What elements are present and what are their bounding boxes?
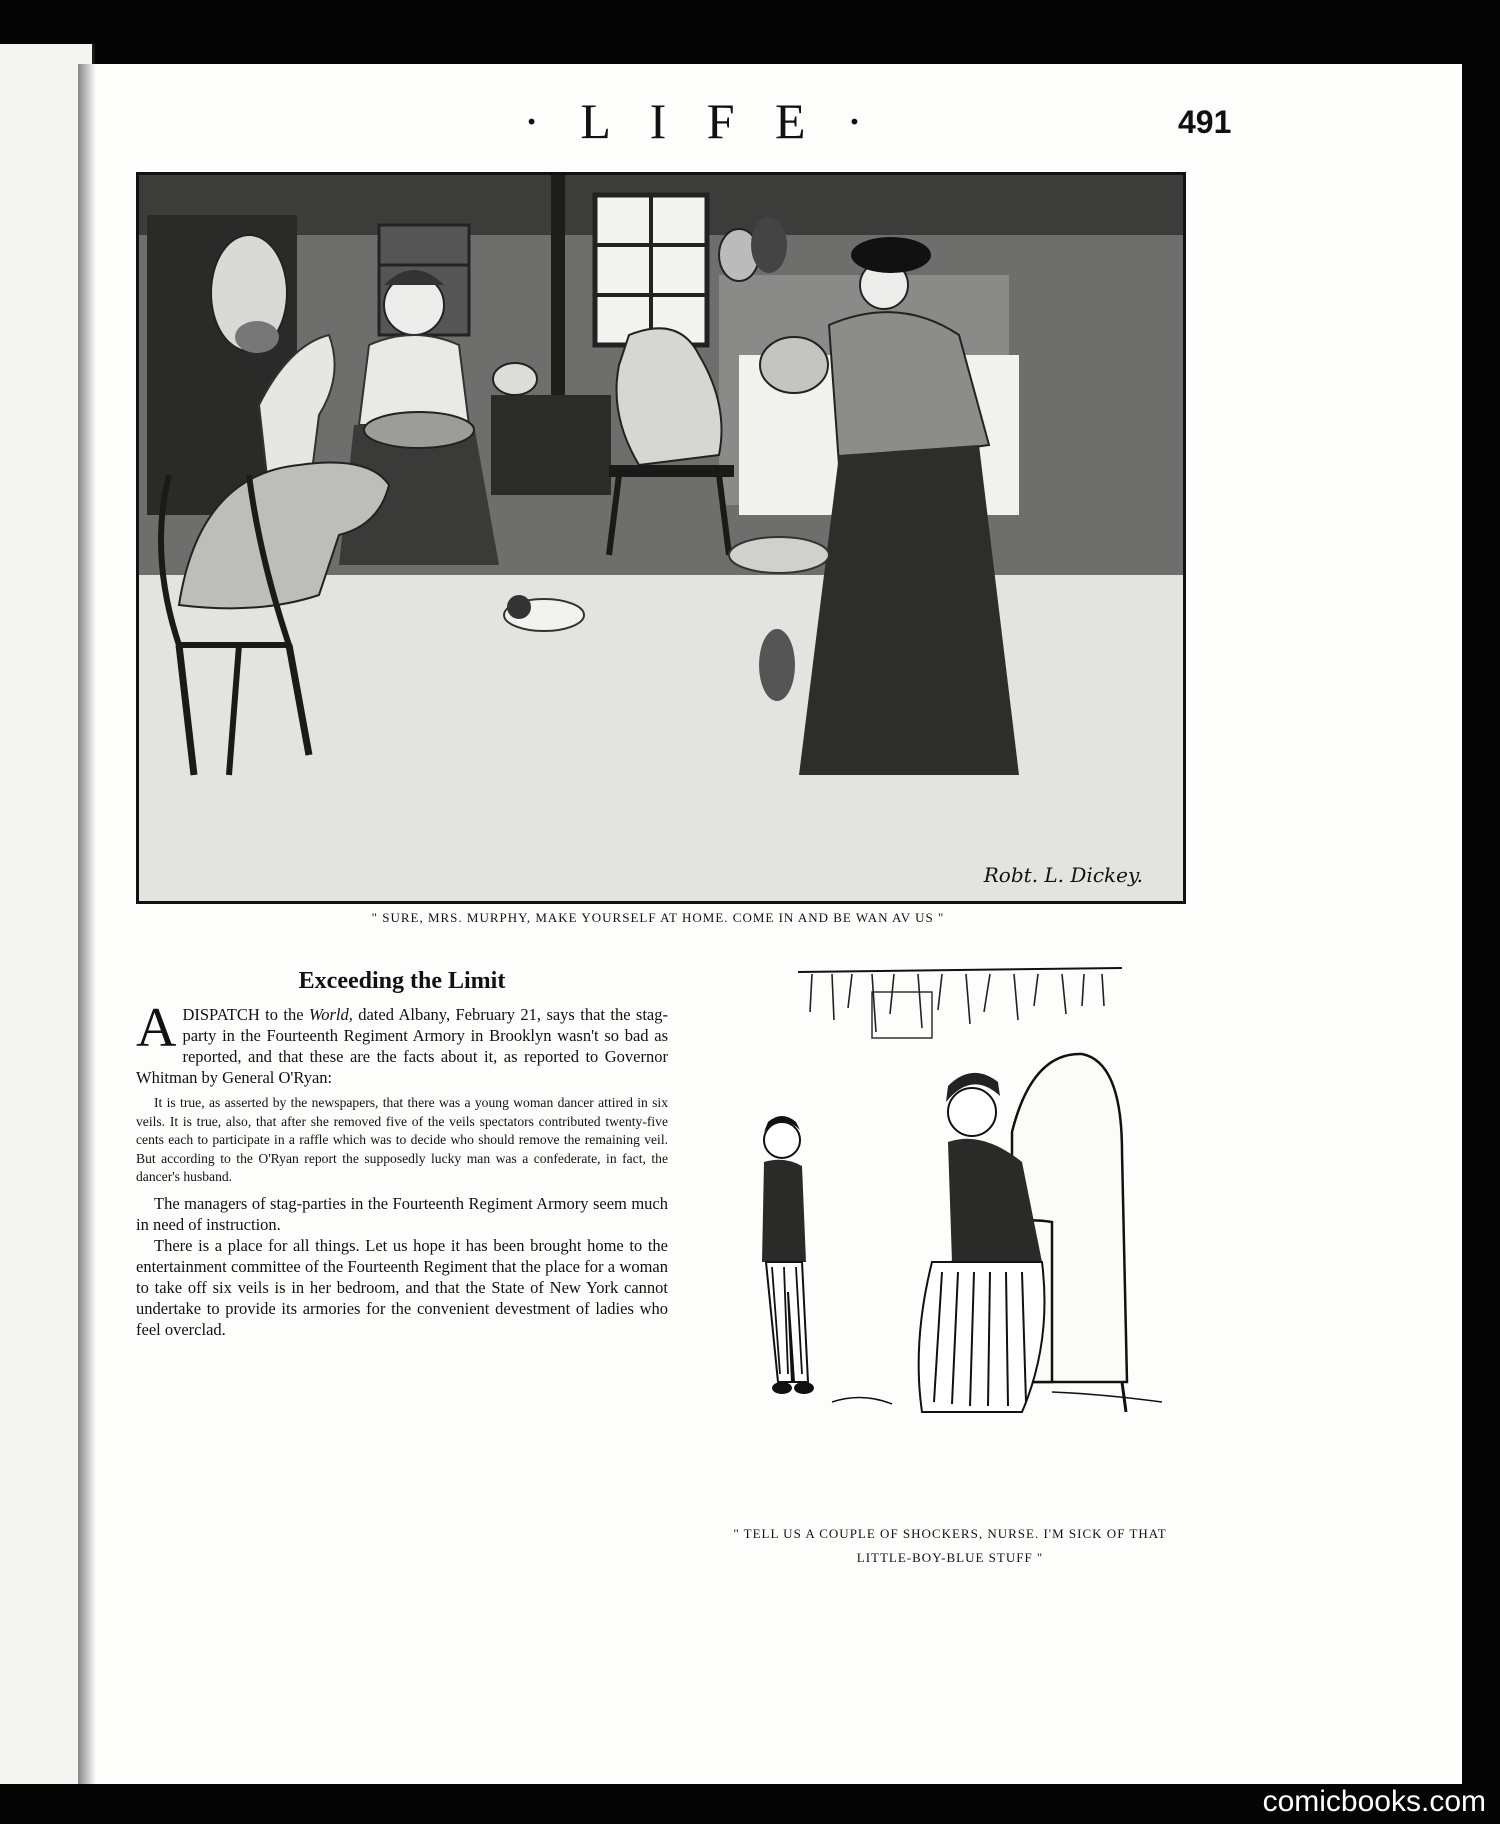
nurse-and-boy-sketch	[722, 962, 1178, 1452]
lead-text-rest: dated Albany, February 21, says that the stag-party in the Fourteenth Regiment Armory in Brooklyn wasn't so bad as reported, and that these are the facts about it, as reported to Governor Whitman by General O'Ryan:	[136, 1005, 669, 1087]
masthead: · L I F E ·	[523, 93, 877, 149]
quoted-report: It is true, as asserted by the newspapers, that there was a young woman dancer attired in six veils. It is true, also, that after she removed five of the veils spectators contributed twenty-five cents each to participate in a raffle which was to decide who should remove the remaining veil. But according to the O'Ryan report the supposedly lucky man was a confederate, in fact, the dancer's husband.	[136, 1095, 668, 1184]
site-watermark: comicbooks.com	[1262, 1785, 1486, 1818]
top-illustration	[136, 172, 1186, 904]
side-illustration-caption	[700, 1522, 1200, 1570]
article-lead-paragraph	[136, 997, 669, 1088]
kitchen-scene-illustration	[139, 175, 1183, 901]
page-number: 491	[1178, 104, 1232, 140]
top-illustration-caption: " SURE, MRS. MURPHY, MAKE YOURSELF AT HOME. COME IN AND BE WAN AV US "	[371, 910, 945, 925]
article-paragraph-1: The managers of stag-parties in the Fourteenth Regiment Armory seem much in need of instruction.	[136, 1193, 668, 1234]
page-gutter	[78, 64, 96, 1784]
article-title: Exceeding the Limit	[298, 968, 506, 994]
artist-signature: Robt. L. Dickey.	[983, 863, 1143, 887]
side-caption-line-2: LITTLE-BOY-BLUE STUFF "	[856, 1550, 1044, 1565]
article-body	[136, 997, 669, 1340]
article-paragraph-2: There is a place for all things. Let us hope it has been brought home to the entertainment committee of the Fourteenth Regiment that the place for a woman to take off six veils is in her bedroom, and that the State of New York cannot undertake to provide its armories for the convenient devestment of ladies who feel overclad.	[136, 1235, 668, 1339]
lead-publication-name: World,	[308, 1005, 353, 1024]
side-caption-line-1: " TELL US A COUPLE OF SHOCKERS, NURSE. I'M SICK OF THAT	[733, 1526, 1167, 1541]
lead-text-start: DISPATCH to the	[182, 1005, 309, 1024]
drop-cap: A	[136, 997, 177, 1059]
side-illustration	[722, 962, 1178, 1452]
